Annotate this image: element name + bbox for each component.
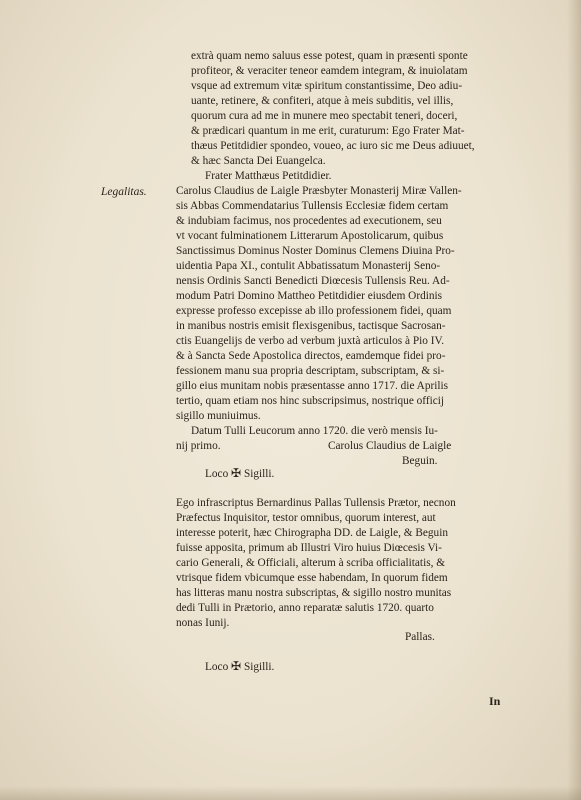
abbot-line: in manibus nostris emisit flexisgenibus, tactisque Sacrosan- xyxy=(176,320,446,332)
abbot-line: expresse professo excepisse ab illo professionem fidei, quam xyxy=(176,305,452,317)
abbot-line: sigillo muniuimus. xyxy=(176,410,261,422)
marginal-note: Legalitas. xyxy=(101,186,147,198)
praetor-line: dedi Tulli in Prætorio, anno reparatæ salutis 1720. quarto xyxy=(176,602,434,614)
catchword: In xyxy=(489,694,501,708)
abbot-line: nensis Ordinis Sancti Benedicti Diœcesis Tullensis Reu. Ad- xyxy=(176,275,450,287)
abbot-line: modum Patri Domino Mattheo Petitdidier eiusdem Ordinis xyxy=(176,290,443,302)
abbot-line: vt vocant fulminationem Litterarum Apostolicarum, quibus xyxy=(176,230,444,242)
profession-line: & prædicari quantum in me erit, curaturum: Ego Frater Mat- xyxy=(191,125,465,137)
page-edge-shadow xyxy=(0,786,581,800)
profession-line: thæus Petitdidier spondeo, voueo, ac iuro sic me Deus adiuuet, xyxy=(191,140,475,152)
praetor-signature: Pallas. xyxy=(405,631,435,643)
praetor-line: cario Generali, & Officiali, alterum à scriba officialitatis, & xyxy=(176,557,446,569)
seal-placeholder xyxy=(205,466,274,482)
profession-line: profiteor, & veraciter teneor eamdem integram, & inuiolatam xyxy=(191,65,468,77)
cross-seal-icon: ✠ xyxy=(231,659,242,673)
cross-seal-icon: ✠ xyxy=(231,466,242,480)
abbot-line: fessionem manu sua propria descriptam, subscriptam, & si- xyxy=(176,365,445,377)
abbot-line: & indubiam facimus, nos procedentes ad executionem, seu xyxy=(176,215,442,227)
seal-placeholder xyxy=(205,659,274,675)
praetor-line: fuisse apposita, primum ab Illustri Viro huius Diœcesis Vi- xyxy=(176,542,442,554)
abbot-line: uidentia Papa XI., contulit Abbatissatum Monasterij Seno- xyxy=(176,260,441,272)
praetor-line: vtrisque fidem vbicumque esse habendam, In quorum fidem xyxy=(176,572,448,584)
profession-line: vsque ad extremum vitæ spiritum constantissime, Deo adiu- xyxy=(191,80,463,92)
abbot-line: tertio, quam etiam nos hinc subscripsimus, nostrique officij xyxy=(176,395,445,407)
abbot-line: gillo eius munitam nobis præsentasse anno 1717. die Aprilis xyxy=(176,380,449,392)
seal-label-loco: Loco xyxy=(205,661,229,673)
praetor-line: interesse poterit, hæc Chirographa DD. de Laigle, & Beguin xyxy=(176,527,448,539)
abbot-line: ctis Euangelijs de verbo ad verbum juxtà articulos à Pio IV. xyxy=(176,335,445,347)
abbot-signature: Carolus Claudius de Laigle xyxy=(328,440,452,452)
date-line: Datum Tulli Leucorum anno 1720. die verò mensis Iu- xyxy=(191,425,438,437)
praetor-line: has litteras manu nostra subscriptas, & sigillo nostro munitas xyxy=(176,587,452,599)
profession-line: & hæc Sancta Dei Euangelca. xyxy=(191,155,326,167)
praetor-line: Præfectus Inquisitor, testor omnibus, quorum interest, aut xyxy=(176,512,436,524)
praetor-line: Ego infrascriptus Bernardinus Pallas Tullensis Prætor, necnon xyxy=(176,497,456,509)
profession-line: uante, retinere, & confiteri, atque à meis subditis, vel illis, xyxy=(191,95,454,107)
abbot-line: & à Sancta Sede Apostolica directos, eamdemque fidei pro- xyxy=(176,350,446,362)
seal-label-sigilli: Sigilli. xyxy=(243,661,275,673)
abbot-line: Carolus Claudius de Laigle Præsbyter Monasterij Miræ Vallen- xyxy=(176,185,462,197)
profession-line: quorum cura ad me in munere meo spectabit teneri, doceri, xyxy=(191,110,458,122)
seal-label-loco: Loco xyxy=(205,468,229,480)
page-edge-shadow xyxy=(567,0,581,800)
secretary-signature: Beguin. xyxy=(402,455,438,467)
seal-label-sigilli: Sigilli. xyxy=(243,468,275,480)
abbot-line: sis Abbas Commendatarius Tullensis Ecclesiæ fidem certam xyxy=(176,200,449,212)
profession-signature: Frater Matthæus Petitdidier. xyxy=(205,170,332,182)
profession-line: extrà quam nemo saluus esse potest, quam in præsenti sponte xyxy=(191,50,468,62)
abbot-line: Sanctissimus Dominus Noster Dominus Clemens Diuina Pro- xyxy=(176,245,455,257)
date-line: nij primo. xyxy=(176,440,221,452)
praetor-line: nonas Iunij. xyxy=(176,617,230,629)
